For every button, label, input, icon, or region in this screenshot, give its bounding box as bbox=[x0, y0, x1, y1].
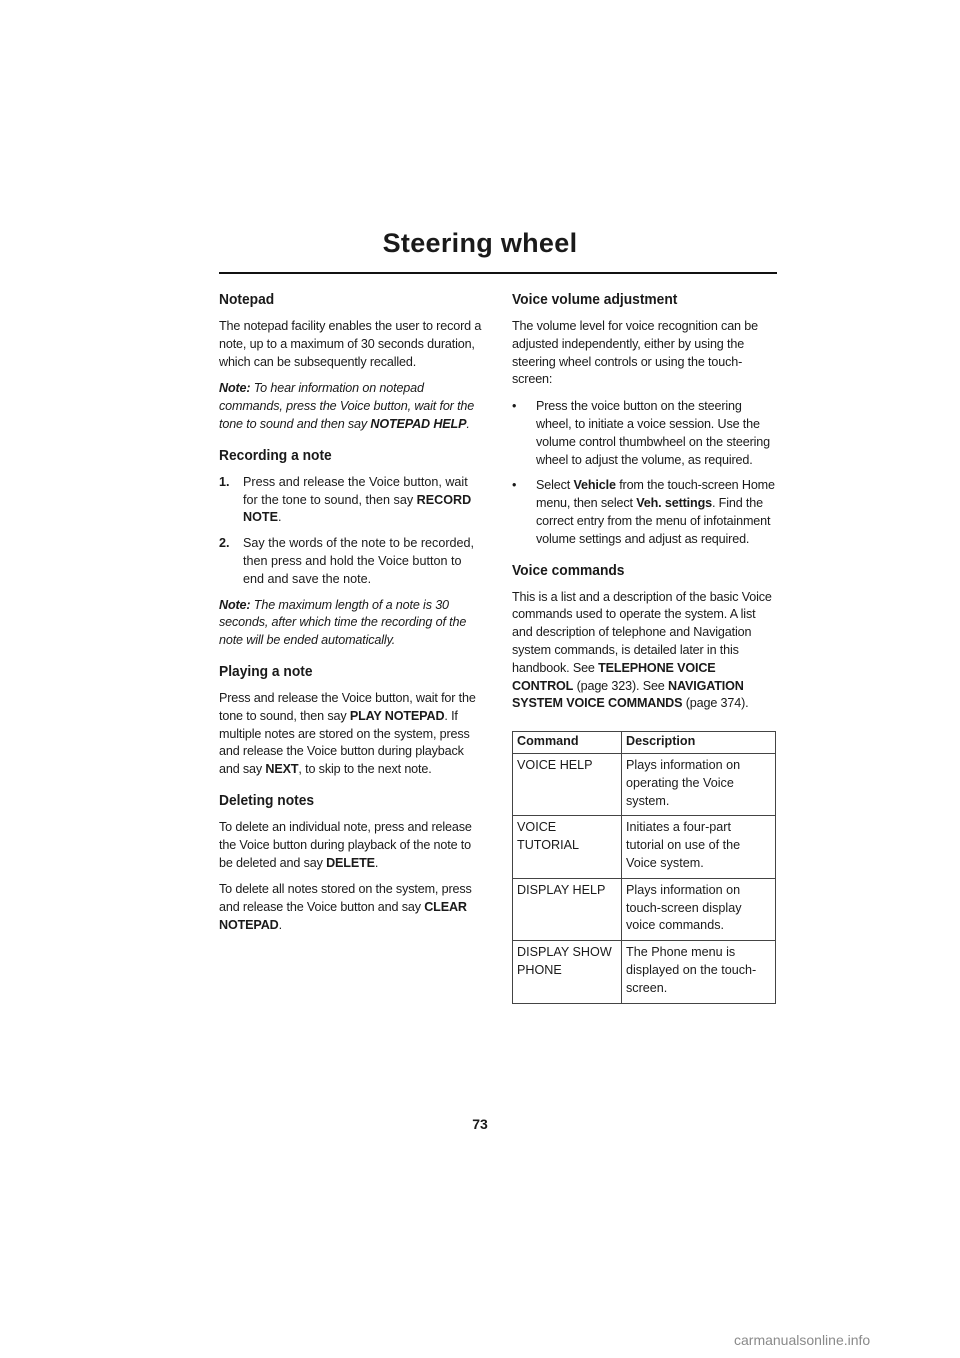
vehicle-menu-label: Vehicle bbox=[573, 478, 616, 493]
deleting-post: . bbox=[278, 917, 282, 932]
page-number: 73 bbox=[472, 1116, 488, 1132]
volume-bullets bbox=[512, 398, 778, 548]
deleting-text-2 bbox=[219, 881, 485, 934]
table-row bbox=[513, 941, 776, 1003]
commands-pre: This is a list and a description of the basic Voice commands used to operate the system. A list and description of telephone and Navigation system commands, is detailed later in this handbook. See bbox=[512, 589, 772, 675]
table-cell: Initiates a four-part tutorial on use of the Voice system. bbox=[622, 816, 776, 878]
bullet-text bbox=[536, 477, 778, 548]
heading-volume: Voice volume adjustment bbox=[512, 291, 678, 308]
step-text-pre: Press and release the Voice button, wait for the tone to sound, then say bbox=[243, 474, 468, 507]
telephone-ref: TELEPHONE VOICE CONTROL bbox=[512, 660, 716, 693]
section-volume bbox=[512, 290, 778, 549]
step-command: RECORD NOTE bbox=[243, 492, 472, 525]
commands-table bbox=[512, 731, 776, 1003]
bullet-pre: Select bbox=[536, 478, 571, 493]
heading-notepad: Notepad bbox=[219, 291, 275, 308]
clear-notepad-command: CLEAR NOTEPAD bbox=[219, 900, 467, 932]
note-command: NOTEPAD HELP bbox=[370, 416, 467, 431]
navigation-ref: NAVIGATION SYSTEM VOICE COMMANDS bbox=[512, 678, 744, 711]
watermark[interactable]: carmanualsonline.info bbox=[734, 1332, 871, 1348]
note-label: Note: bbox=[219, 597, 251, 612]
table-cell: VOICE TUTORIAL bbox=[513, 816, 622, 878]
table-row bbox=[513, 816, 776, 878]
bullet-mid: from the touch-screen Home menu, then select bbox=[536, 478, 775, 511]
table-row bbox=[513, 878, 776, 940]
table-header-row bbox=[513, 732, 776, 754]
table-row bbox=[513, 753, 776, 815]
note-text: To hear information on notepad commands, press the Voice button, wait for the tone to sound and then say bbox=[219, 381, 475, 431]
deleting-post: . bbox=[374, 855, 379, 870]
table-cell: DISPLAY SHOW PHONE bbox=[513, 941, 622, 1003]
section-recording bbox=[219, 446, 485, 650]
next-command: NEXT bbox=[265, 762, 299, 777]
veh-settings-label: Veh. settings bbox=[636, 496, 712, 511]
section-notepad bbox=[219, 290, 485, 434]
volume-intro: The volume level for voice recognition can be adjusted independently, either by using the steering wheel controls or using the touch-screen: bbox=[512, 319, 758, 387]
navigation-ref-page: (page 374). bbox=[685, 696, 749, 711]
note-label: Note: bbox=[219, 381, 251, 396]
list-item bbox=[219, 474, 485, 527]
commands-intro bbox=[512, 589, 778, 714]
deleting-pre: To delete all notes stored on the system, press and release the Voice button and say bbox=[219, 882, 472, 915]
heading-recording: Recording a note bbox=[219, 446, 332, 464]
bullet-icon: • bbox=[512, 399, 517, 414]
step-number: 2. bbox=[219, 536, 230, 551]
list-item bbox=[512, 477, 778, 548]
playing-text bbox=[219, 690, 485, 779]
section-playing bbox=[219, 662, 485, 779]
telephone-ref-page: (page 323). See bbox=[576, 678, 665, 693]
bullet-text: Press the voice button on the steering wheel, to initiate a voice session. Use the volume control thumbwheel on the steering wheel to adjust the volume, as required. bbox=[536, 399, 770, 467]
column-header: Description bbox=[622, 732, 776, 754]
section-commands bbox=[512, 561, 778, 1004]
table-cell: DISPLAY HELP bbox=[513, 878, 622, 940]
bullet-icon: • bbox=[512, 478, 517, 493]
table-cell: VOICE HELP bbox=[513, 753, 622, 815]
bullet-post: . Find the correct entry from the menu of infotainment volume settings and adjust as required. bbox=[536, 496, 771, 546]
table-cell: Plays information on touch-screen display voice commands. bbox=[622, 878, 776, 940]
title-rule bbox=[219, 272, 777, 274]
note-text: The maximum length of a note is 30 seconds, after which time the recording of the note will be ended automatically. bbox=[219, 597, 467, 648]
notepad-intro: The notepad facility enables the user to record a note, up to a maximum of 30 seconds duration, which can be subsequently recalled. bbox=[219, 319, 482, 369]
step-text: Say the words of the note to be recorded, then press and hold the Voice button to end and save the note. bbox=[243, 536, 475, 586]
playing-command: PLAY NOTEPAD bbox=[349, 708, 445, 723]
deleting-pre: To delete an individual note, press and release the Voice button during playback of the note to be deleted and say bbox=[219, 819, 472, 870]
note-end: . bbox=[466, 416, 470, 431]
step-number: 1. bbox=[219, 474, 230, 489]
column-header: Command bbox=[513, 732, 622, 754]
step-text-post: . bbox=[277, 510, 282, 525]
page-title: Steering wheel bbox=[382, 228, 578, 258]
heading-playing: Playing a note bbox=[219, 662, 313, 680]
playing-post: , to skip to the next note. bbox=[298, 762, 432, 777]
deleting-text-1 bbox=[219, 819, 485, 872]
heading-commands: Voice commands bbox=[512, 561, 625, 579]
left-column bbox=[219, 290, 485, 947]
table-cell: Plays information on operating the Voice system. bbox=[622, 753, 776, 815]
list-item bbox=[512, 398, 778, 469]
section-deleting bbox=[219, 791, 485, 935]
step-text bbox=[243, 474, 485, 527]
list-item bbox=[219, 535, 485, 588]
playing-pre: Press and release the Voice button, wait for the tone to sound, then say bbox=[219, 690, 476, 723]
delete-command: DELETE bbox=[326, 855, 375, 870]
playing-mid: . If multiple notes are stored on the system, press and release the Voice button during playback and say bbox=[219, 708, 470, 777]
recording-steps bbox=[219, 474, 485, 589]
table-cell: The Phone menu is displayed on the touch-screen. bbox=[622, 941, 776, 1003]
heading-deleting: Deleting notes bbox=[219, 791, 315, 809]
notepad-note bbox=[219, 380, 485, 433]
recording-note bbox=[219, 597, 485, 650]
right-column bbox=[512, 290, 778, 1016]
